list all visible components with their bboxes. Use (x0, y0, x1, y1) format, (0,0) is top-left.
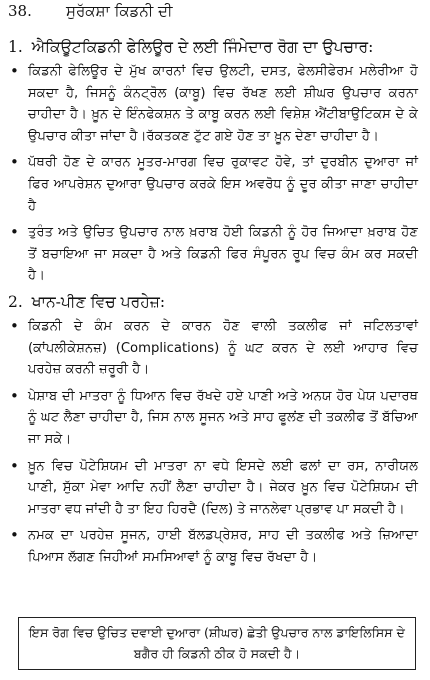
bullet-item: • ਖ਼ੂਨ ਵਿਚ ਪੋਟੇਸ਼ਿਯਮ ਦੀ ਮਾਤਰਾ ਨਾ ਵਧੇ ਇਸਦੇ ਲਈ ਫਲਾਂ ਦਾ ਰਸ, ਨਾਰੀਯਲ ਪਾਣੀ, ਸੁੱਕਾ ਮੇਵਾ ਆਦਿ ਨਹੀਂ ਲੈਣਾ ਚਾਹੀਦਾ ਹੈ। ਜੇਕਰ ਖ਼ੂਨ ਵਿਚ ਪੋਟੇਸ਼ਿਯਮ ਦੀ ਮਾਤਰਾ ਵਧ ਜਾਂਦੀ ਹੈ ਤਾ ਇਹ ਹਿਰਦੈ (ਦਿਲ) ਤੇ ਜਾਨਲੇਵਾ ਪ੍ਰਭਾਵ ਪਾ ਸਕਦੀ ਹੈ। (8, 456, 418, 521)
section-title-text: ਖਾਨ-ਪੀਣ ਵਿਚ ਪਰਹੇਜ਼: (31, 292, 166, 311)
bullet-item: • ਕਿਡਨੀ ਫੇਲਿਊਰ ਦੇ ਮੁੱਖ ਕਾਰਨਾਂ ਵਿਚ ਉਲਟੀ, ਦਸਤ, ਫੇਲਸੀਫੇਰਮ ਮਲੇਰੀਆ ਹੋ ਸਕਦਾ ਹੈ, ਜਿਸਨੂੰ ਕੰਨਟ੍ਰੋਲ (ਕਾਬੂ) ਵਿਚ ਰੱਖਣ ਲਈ ਸ਼ੀਘਰ ਉਪਚਾਰ ਕਰਨਾ ਚਾਹੀਦਾ ਹੈ। ਖ਼ੂਨ ਦੇ ਇੰਨਫੇਕਸ਼ਨ ਤੇ ਕਾਬੂ ਕਰਨ ਲਈ ਵਿਸ਼ੇਸ਼ ਐਂਟੀਬਾਉਟਿਕਸ ਦੇ ਕੇ ਉਪਚਾਰ ਕੀਤਾ ਜਾਂਦਾ ਹੈ।ਰੱਕਤਕਣ ਟੁੱਟ ਗਏ ਹੋਣ ਤਾ ਖ਼ੂਨ ਦੇਣਾ ਚਾਹੀਦਾ ਹੈ। (8, 61, 418, 147)
section-heading (8, 38, 418, 57)
page-number: 38. (8, 2, 32, 20)
page-title: ਸੁਰੱਕਸ਼ਾ ਕਿਡਨੀ ਦੀ (66, 2, 173, 20)
bullet-list (8, 316, 418, 569)
bullet-item: • ਪੇਸ਼ਾਬ ਦੀ ਮਾਤਰਾ ਨੂੰ ਧਿਆਨ ਵਿਚ ਰੱਖਦੇ ਹਏ ਪਾਣੀ ਅਤੇ ਅਨਯ ਹੋਰ ਪੇਯ ਪਦਾਰਥ ਨੂੰ ਘਟ ਲੈਣਾ ਚਾਹੀਦਾ ਹੈ, ਜਿਸ ਨਾਲ ਸੂਜਨ ਅਤੇ ਸਾਹ ਫੂਲਂਣ ਦੀ ਤਕਲੀਫ ਤੋਂ ਬੱਚਿਆ ਜਾ ਸਕੇ। (8, 386, 418, 451)
bullet-item: • ਕਿਡਨੀ ਦੇ ਕੰਮ ਕਰਨ ਦੇ ਕਾਰਨ ਹੋਣ ਵਾਲੀ ਤਕਲੀਫ ਜਾਂ ਜਟਿਲਤਾਵਾਂ (ਕਾਂਪਲੀਕੇਸ਼ਨਜ਼) (Complications) ਨੂੰ ਘਟ ਕਰਨ ਦੇ ਲਈ ਆਹਾਰ ਵਿਚ ਪਰਹੇਜ਼ ਕਰਨੀ ਜ਼ਰੂਰੀ ਹੈ। (8, 316, 418, 381)
section-number: 1. (8, 38, 23, 56)
section-number: 2. (8, 292, 23, 311)
section-title-text: ਐਕਿਊਟਕਿਡਨੀ ਫੇਲਿਊਰ ਦੇ ਲਈ ਜਿੰਮੇਦਾਰ ਰੋਗ ਦਾ ਉਪਚਾਰ: (31, 38, 374, 56)
note-box: ਇਸ ਰੋਗ ਵਿਚ ਉਚਿਤ ਦਵਾਈ ਦੁਆਰਾ (ਸ਼ੀਘਰ) ਛੇਤੀ ਉਪਚਾਰ ਨਾਲ ਡਾਇਲਿਸਿਸ ਦੇ ਬਗੈਰ ਹੀ ਕਿਡਨੀ ਠੀਕ ਹੋ ਸਕਦੀ ਹੈ। (18, 617, 416, 670)
bullet-item: • ਤੁਰੰਤ ਅਤੇ ਉਚਿਤ ਉਪਚਾਰ ਨਾਲ ਖ਼ਰਾਬ ਹੋਈ ਕਿਡਨੀ ਨੂੰ ਹੋਰ ਜਿਆਦਾ ਖ਼ਰਾਬ ਹੋਣ ਤੋਂ ਬਚਾਇਆ ਜਾ ਸਕਦਾ ਹੈ ਅਤੇ ਕਿਡਨੀ ਫਿਰ ਸੰਪੂਰਨ ਰੂਪ ਵਿਚ ਕੰਮ ਕਰ ਸਕਦੀ ਹੈ। (8, 222, 418, 287)
page-header (8, 0, 418, 32)
bullet-list (8, 61, 418, 287)
section-1 (8, 38, 418, 287)
bullet-item: • ਨਮਕ ਦਾ ਪਰਹੇਜ਼ ਸੂਜਨ, ਹਾਈ ਬੱਲਡਪ੍ਰੇਸ਼ਰ, ਸਾਹ ਦੀ ਤਕਲੀਫ ਅਤੇ ਜ਼ਿਆਦਾ ਪਿਆਸ ਲੱਗਣ ਜਿਹੀਆਂ ਸਮਸਿਆਵਾਂ ਨੂੰ ਕਾਬੂ ਵਿਚ ਰੱਖਦਾ ਹੈ। (8, 525, 418, 568)
section-2 (8, 293, 418, 569)
section-heading (8, 293, 418, 312)
bullet-item: • ਪੱਥਰੀ ਹੋਣ ਦੇ ਕਾਰਨ ਮੂਤਰ-ਮਾਰਗ ਵਿਚ ਰੁਕਾਵਟ ਹੋਵੇ, ਤਾਂ ਦੁਰਬੀਨ ਦੁਆਰਾ ਜਾਂ ਫਿਰ ਆਪਰੇਸ਼ਨ ਦੁਆਰਾ ਉਪਚਾਰ ਕਰਕੇ ਇਸ ਅਵਰੋਧ ਨੂੰ ਦੂਰ ਕੀਤਾ ਜਾਣਾ ਚਾਹੀਦਾ ਹੈ (8, 152, 418, 217)
